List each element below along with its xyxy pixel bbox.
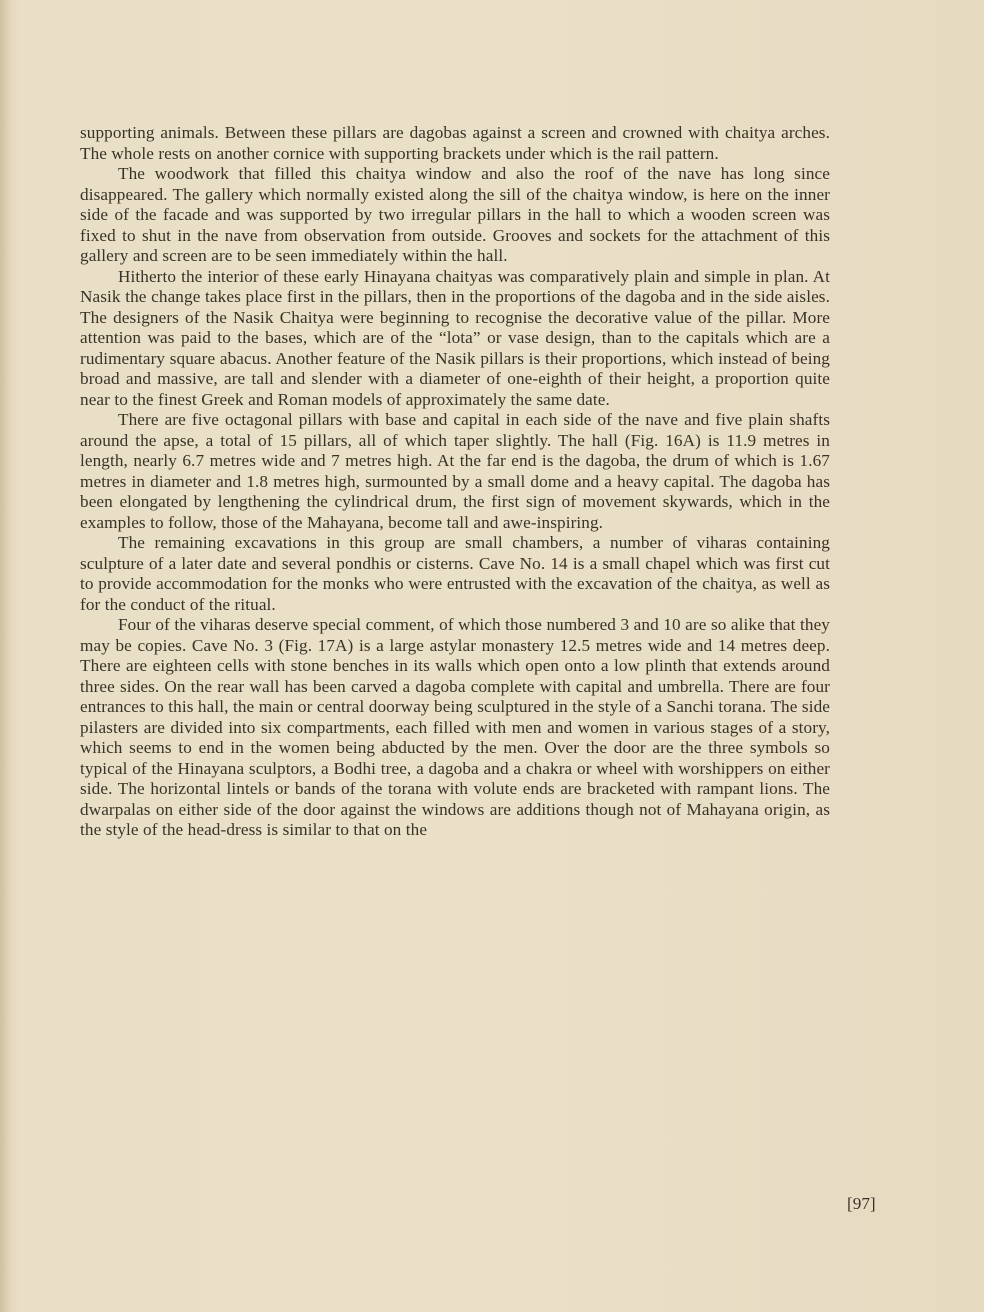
paragraph-woodwork: The woodwork that filled this chaitya window and also the roof of the nave has long since disappeared. The gallery which normally existed along the sill of the chaitya window, is here on the inner side of the facade and was supported by two irregular pillars in the hall to which a wooden screen was fixed to shut in the nave from observation from outside. Grooves and sockets for the attachment of this gallery and screen are to be seen immediately within the hall. [80, 164, 830, 265]
paragraph-octagonal-pillars: There are five octagonal pillars with base and capital in each side of the nave and five plain shafts around the apse, a total of 15 pillars, all of which taper slightly. The hall (Fig. 16A) is 11.9 metres in length, nearly 6.7 metres wide and 7 metres high. At the far end is the dagoba, the drum of which is 1.67 metres in diameter and 1.8 metres high, surmounted by a small dome and a heavy capital. The dagoba has been elongated by lengthening the cylindrical drum, the first sign of movement skywards, which in the examples to follow, those of the Mahayana, become tall and awe-inspiring. [80, 410, 830, 532]
spine-shadow [0, 0, 10, 1312]
page-number: [97] [847, 1194, 876, 1213]
body-text [80, 123, 830, 841]
paragraph-nasik-pillars: Hitherto the interior of these early Hinayana chaityas was comparatively plain and simple in plan. At Nasik the change takes place first in the pillars, then in the proportions of the dagoba and in the side aisles. The designers of the Nasik Chaitya were beginning to recognise the decorative value of the pillar. More attention was paid to the bases, which are of the “lota” or vase design, than to the capitals which are a rudimentary square abacus. Another feature of the Nasik pillars is their proportions, which instead of being broad and massive, are tall and slender with a diameter of one-eighth of their height, a proportion quite near to the finest Greek and Roman models of approximately the same date. [80, 266, 830, 409]
paragraph-remaining-excavations: The remaining excavations in this group are small chambers, a number of viharas containing sculpture of a later date and several pondhis or cisterns. Cave No. 14 is a small chapel which was first cut to provide accommodation for the monks who were entrusted with the excavation of the chaitya, as well as for the conduct of the ritual. [80, 533, 830, 614]
paragraph-viharas: Four of the viharas deserve special comment, of which those numbered 3 and 10 are so alike that they may be copies. Cave No. 3 (Fig. 17A) is a large astylar monastery 12.5 metres wide and 14 metres deep. There are eighteen cells with stone benches in its walls which open onto a low plinth that extends around three sides. On the rear wall has been carved a dagoba complete with capital and umbrella. There are four entrances to this hall, the main or central doorway being sculptured in the style of a Sanchi torana. The side pilasters are divided into six compartments, each filled with men and women in various stages of a story, which seems to end in the women being abducted by the men. Over the door are the three symbols so typical of the Hinayana sculptors, a Bodhi tree, a dagoba and a chakra or wheel with worshippers on either side. The horizontal lintels or bands of the torana with volute ends are bracketed with rampant lions. The dwarpalas on either side of the door against the windows are additions though not of Mahayana origin, as the style of the head-dress is similar to that on the [80, 615, 830, 839]
paragraph-continuation: supporting animals. Between these pillars are dagobas against a screen and crowned with chaitya arches. The whole rests on another cornice with supporting brackets under which is the rail pattern. [80, 123, 830, 163]
